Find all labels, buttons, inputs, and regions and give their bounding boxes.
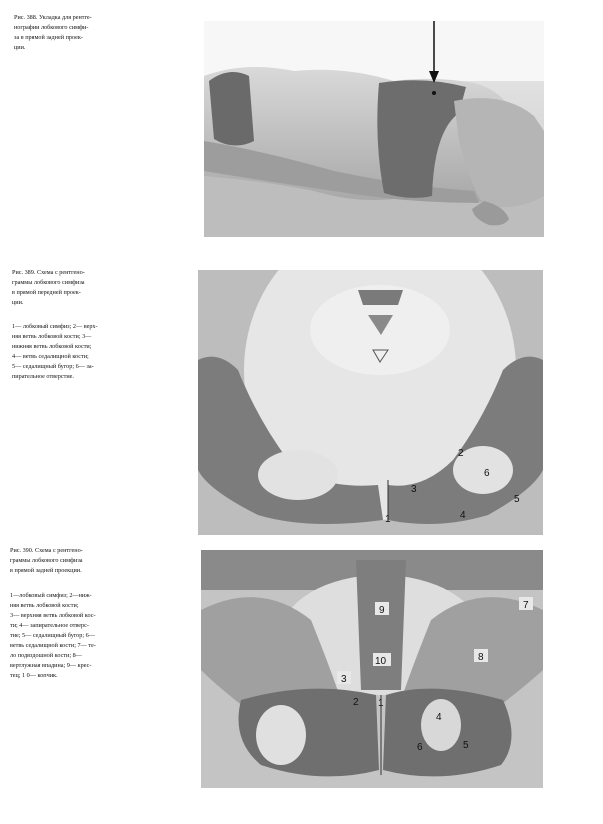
- fig390-legend: 1—лобковый симфиз; 2—ниж- няя ветвь лобковой кости; 3— верхняя ветвь лобковой кос- ти; 4— запирательное отверс- тие; 5— седалищный бугор; 6— ветвь седалищной кости; 7— те- ло подвздошной кости; 8— вертлужная впадина; 9— крес- тец; 1 0— копчик.: [10, 592, 96, 679]
- label-9: 9: [379, 605, 385, 616]
- fig390-caption: Рис. 390. Схема с рентгено- граммы лобкового симфиза в прямой задней проекции.: [10, 547, 83, 574]
- fig389-radiograph: [198, 270, 543, 535]
- label-2: 2: [353, 697, 359, 708]
- fig388-caption: Рис. 388. Укладка для рентге- нографии лобкового симфи- за в прямой задней проек- ции.: [14, 14, 92, 51]
- fig390-radiograph: [201, 550, 543, 788]
- label-3: 3: [341, 674, 347, 685]
- label-4: 4: [460, 510, 466, 521]
- label-1: 1: [378, 698, 384, 709]
- label-5: 5: [514, 494, 520, 505]
- label-1: 1: [385, 514, 391, 525]
- label-4: 4: [436, 712, 442, 723]
- label-2: 2: [458, 448, 464, 459]
- fig389-legend: 1— лобковый симфиз; 2— верх- няя ветвь лобковой кости; 3— нижняя ветвь лобковой кости; 4— ветвь седалищной кости; 5— седалищный бугор; 6— за- пирательное отверстие.: [12, 323, 98, 380]
- label-3: 3: [411, 484, 417, 495]
- fig389-caption: Рис. 389. Схема с рентгено- граммы лобкового симфиза в прямой передней проек- ции.: [12, 269, 85, 306]
- radiograph-scheme-389: [198, 270, 543, 535]
- positioning-photo: [204, 21, 544, 237]
- label-7: 7: [523, 600, 529, 611]
- label-6: 6: [417, 742, 423, 753]
- label-8: 8: [478, 652, 484, 663]
- label-5: 5: [463, 740, 469, 751]
- radiograph-scheme-390: [201, 550, 543, 788]
- label-6: 6: [484, 468, 490, 479]
- fig388-photo: [204, 21, 544, 237]
- label-10: 10: [375, 656, 387, 667]
